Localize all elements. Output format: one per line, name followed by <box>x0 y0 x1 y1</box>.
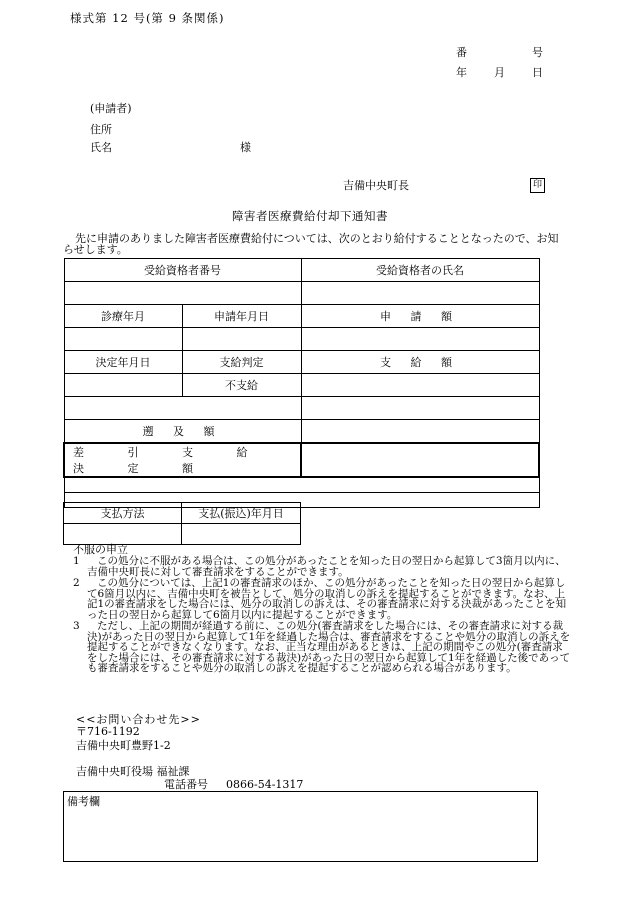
contact-address: 吉備中央町豊野1-2 <box>76 739 171 752</box>
objection-notes <box>73 556 573 675</box>
note-text: ただし、上記の期間が経過する前に、この処分(審査請求をした場合には、その審査請求に対する裁決)があった日の翌日から起算して1年を経過した場合は、審査請求をすることや処分の取消しの訴えを提起することができなくなります。なお、正当な理由があるときは、上記の期間やこの処分(審査請求をした場合には、その審査請求に対する裁決)があった日の翌日から起算して1年を経過した後であっても審査請求をすることや処分の取消しの訴えを提起することが認められる場合があります。 <box>87 620 571 674</box>
issuer-name: 吉備中央町長 <box>343 179 409 192</box>
blank-row-1 <box>64 477 539 493</box>
treatment-month-cell <box>64 328 182 351</box>
payment-decision-header: 支給判定 <box>182 351 301 374</box>
date-month-label: 月 <box>494 66 505 79</box>
payment-amount-header: 支 給 額 <box>301 351 539 374</box>
form-number: 様式第 12 号(第 9 条関係) <box>70 11 225 25</box>
objection-note <box>73 556 573 577</box>
contact-title: <<お問い合わせ先>> <box>76 713 201 726</box>
objection-note <box>73 621 573 674</box>
remarks-box <box>63 791 538 862</box>
payment-table <box>63 502 301 545</box>
recipient-name-header: 受給資格者の氏名 <box>301 259 539 282</box>
payment-method-cell <box>64 524 182 545</box>
note-text: この処分に不服がある場合は、この処分があったことを知った日の翌日から起算して3箇月以内に、吉備中央町長に対して審査請求をすることができます。 <box>87 555 566 578</box>
objection-title: 不服の申立 <box>73 543 128 556</box>
blank-row-value <box>301 397 539 420</box>
payment-date-header: 支払(振込)年月日 <box>182 503 301 524</box>
phone-number: 0866-54-1317 <box>226 778 304 791</box>
remarks-label: 備考欄 <box>67 795 100 808</box>
recipient-number-cell <box>64 282 301 305</box>
retroactive-amount-value <box>301 420 539 444</box>
recipient-name-cell <box>301 282 539 305</box>
subtracted-decision-value <box>301 443 539 477</box>
document-title: 障害者医療費給付却下通知書 <box>232 209 388 223</box>
payment-method-header: 支払方法 <box>64 503 182 524</box>
payment-amount-cell <box>301 374 539 397</box>
intro-text: 先に申請のありました障害者医療費給付については、次のとおり給付することとなったので、お知らせします。 <box>63 232 559 256</box>
decision-date-cell <box>64 374 182 397</box>
phone-label: 電話番号 <box>164 778 208 791</box>
retroactive-amount-label: 遡 及 額 <box>64 420 301 444</box>
application-date-cell <box>182 328 301 351</box>
applicant-label: (申請者) <box>90 102 132 115</box>
date-year-label: 年 <box>456 66 467 79</box>
subtracted-decision-label: 差 引 支 給 決 定 額 <box>64 443 301 477</box>
document-number-suffix: 号 <box>532 46 543 59</box>
note-number: 3 <box>73 620 80 632</box>
blank-row-cell <box>64 397 301 420</box>
seal-mark: 印 <box>530 178 545 193</box>
treatment-month-header: 診療年月 <box>64 305 182 328</box>
note-number: 2 <box>73 577 80 589</box>
benefit-table <box>63 258 540 508</box>
address-label: 住所 <box>90 123 112 136</box>
application-date-header: 申請年月日 <box>182 305 301 328</box>
date-day-label: 日 <box>532 66 543 79</box>
non-payment-cell: 不支給 <box>182 374 301 397</box>
objection-note <box>73 578 573 620</box>
document-number-label: 番 <box>456 46 467 59</box>
application-amount-cell <box>301 328 539 351</box>
decision-date-header: 決定年月日 <box>64 351 182 374</box>
postal-code: 〒716-1192 <box>76 725 140 738</box>
note-number: 1 <box>73 555 80 567</box>
office-name: 吉備中央町役場 福祉課 <box>76 765 190 778</box>
recipient-number-header: 受給資格者番号 <box>64 259 301 282</box>
payment-date-cell <box>182 524 301 545</box>
honorific: 様 <box>240 141 251 154</box>
note-text: この処分については、上記1の審査請求のほか、この処分があったことを知った日の翌日から起算して6箇月以内に、吉備中央町を被告として、処分の取消しの訴えを提起することができます。なお、上記1の審査請求をした場合には、処分の取消しの訴えは、その審査請求に対する決裁があったことを知った日の翌日から起算して6箇月以内に提起することができます。 <box>87 577 567 621</box>
name-label: 氏名 <box>90 141 112 154</box>
application-amount-header: 申 請 額 <box>301 305 539 328</box>
